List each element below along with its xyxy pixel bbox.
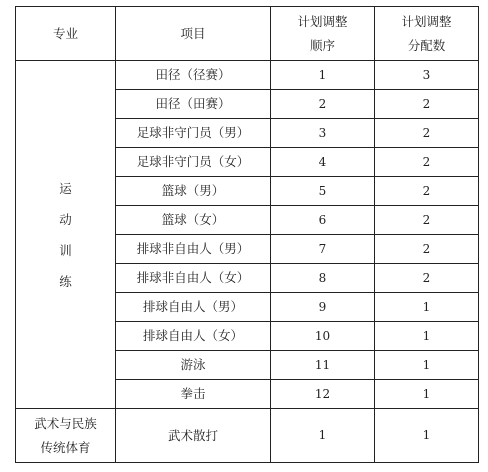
count-cell: 1 (375, 351, 479, 380)
order-cell: 12 (271, 380, 375, 409)
count-cell: 2 (375, 177, 479, 206)
order-cell: 2 (271, 90, 375, 119)
item-cell: 篮球（男） (116, 177, 271, 206)
major-char: 训 (59, 242, 72, 258)
header-order (271, 7, 375, 61)
item-cell: 排球自由人（男） (116, 293, 271, 322)
table-row (16, 61, 479, 90)
order-cell: 9 (271, 293, 375, 322)
order-cell: 6 (271, 206, 375, 235)
count-cell: 1 (375, 322, 479, 351)
table-header-row (16, 7, 479, 61)
plan-adjustment-table (15, 6, 479, 463)
count-cell: 2 (375, 148, 479, 177)
count-cell: 2 (375, 206, 479, 235)
major-char: 练 (59, 273, 72, 289)
major-char: 运 (59, 180, 72, 196)
count-cell: 2 (375, 119, 479, 148)
item-cell: 足球非守门员（男） (116, 119, 271, 148)
order-cell: 1 (271, 409, 375, 463)
header-order-line2: 顺序 (309, 37, 335, 53)
order-cell: 3 (271, 119, 375, 148)
major-line: 武术与民族 (34, 415, 97, 431)
order-cell: 7 (271, 235, 375, 264)
order-cell: 8 (271, 264, 375, 293)
count-cell: 2 (375, 264, 479, 293)
header-major: 专业 (16, 7, 116, 61)
count-cell: 1 (375, 380, 479, 409)
count-cell: 2 (375, 235, 479, 264)
order-cell: 1 (271, 61, 375, 90)
item-cell: 武术散打 (116, 409, 271, 463)
item-cell: 拳击 (116, 380, 271, 409)
item-cell: 田径（田赛） (116, 90, 271, 119)
header-item: 项目 (116, 7, 271, 61)
major-char: 动 (59, 211, 72, 227)
order-cell: 11 (271, 351, 375, 380)
major-wushu (16, 409, 116, 463)
header-count-line1: 计划调整 (401, 13, 452, 29)
major-line: 传统体育 (40, 439, 91, 455)
major-sports-training (16, 61, 116, 409)
item-cell: 排球非自由人（男） (116, 235, 271, 264)
order-cell: 4 (271, 148, 375, 177)
count-cell: 1 (375, 293, 479, 322)
count-cell: 3 (375, 61, 479, 90)
item-cell: 田径（径赛） (116, 61, 271, 90)
adjustment-table-wrapper (15, 6, 479, 463)
header-count-line2: 分配数 (407, 37, 446, 53)
header-count (375, 7, 479, 61)
order-cell: 10 (271, 322, 375, 351)
table-row (16, 409, 479, 463)
item-cell: 足球非守门员（女） (116, 148, 271, 177)
order-cell: 5 (271, 177, 375, 206)
count-cell: 1 (375, 409, 479, 463)
item-cell: 排球自由人（女） (116, 322, 271, 351)
item-cell: 游泳 (116, 351, 271, 380)
header-order-line1: 计划调整 (297, 13, 348, 29)
count-cell: 2 (375, 90, 479, 119)
item-cell: 篮球（女） (116, 206, 271, 235)
item-cell: 排球非自由人（女） (116, 264, 271, 293)
